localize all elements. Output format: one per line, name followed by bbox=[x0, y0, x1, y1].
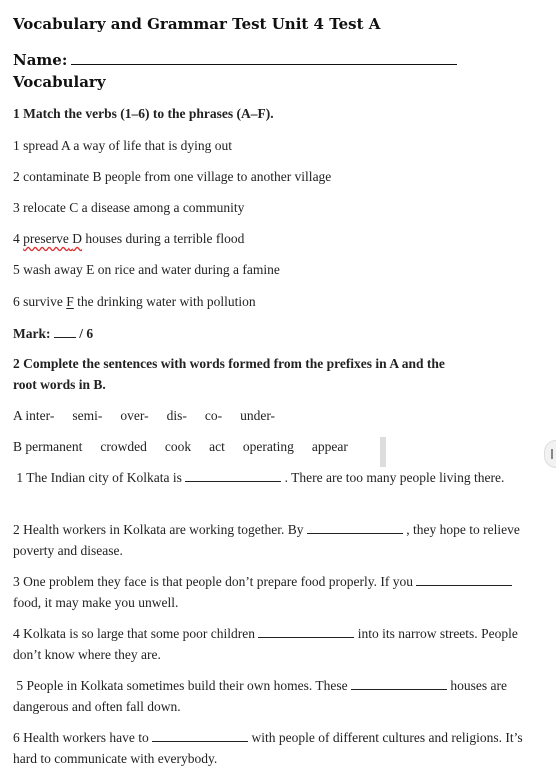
answer-blank[interactable] bbox=[307, 521, 403, 534]
root-word-list-b: B permanent crowded cook act operating appear bbox=[13, 439, 348, 454]
name-label: Name: bbox=[13, 51, 68, 69]
q1-item: 5 wash away E on rice and water during a famine bbox=[13, 262, 280, 277]
answer-blank[interactable] bbox=[185, 469, 281, 482]
prefix-list-a: A inter- semi- over- dis- co- under- bbox=[13, 408, 276, 423]
side-panel-handle[interactable] bbox=[544, 440, 556, 468]
q1-item: 4 preserve D houses during a terrible flood bbox=[13, 231, 245, 246]
answer-blank[interactable] bbox=[351, 677, 447, 690]
sentence-item: 1 The Indian city of Kolkata is . There are too many people living there. bbox=[16, 470, 505, 485]
q2-instruction-cont: root words in B. bbox=[13, 377, 106, 392]
name-input-line[interactable] bbox=[71, 50, 457, 65]
q1-item: 2 contaminate B people from one village to another village bbox=[13, 169, 332, 184]
sentence-item: 5 People in Kolkata sometimes build their own homes. These houses are dangerous and often fall down. bbox=[13, 678, 507, 714]
text-cursor-highlight bbox=[380, 437, 386, 467]
q1-item: 3 relocate C a disease among a community bbox=[13, 200, 245, 215]
q1-item: 1 spread A a way of life that is dying out bbox=[13, 138, 232, 153]
section-title: Vocabulary bbox=[13, 73, 106, 91]
document-title: Vocabulary and Grammar Test Unit 4 Test A bbox=[13, 15, 381, 33]
sentence-item: 4 Kolkata is so large that some poor children into its narrow streets. People don’t know where they are. bbox=[13, 626, 518, 662]
sentence-item: 3 One problem they face is that people don’t prepare food properly. If you food, it may make you unwell. bbox=[13, 571, 528, 613]
answer-blank[interactable] bbox=[416, 573, 512, 586]
sentence-item: 2 Health workers in Kolkata are working together. By , they hope to relieve poverty and disease. bbox=[13, 522, 520, 558]
sentence-item: 6 Health workers have to with people of different cultures and religions. It’s hard to communicate with everybody. bbox=[13, 730, 523, 766]
spellcheck-underlined-verb: preserve D bbox=[23, 231, 82, 246]
q2-instruction: 2 Complete the sentences with words formed from the prefixes in A and the bbox=[13, 356, 445, 371]
q1-mark: Mark: / 6 bbox=[13, 326, 94, 341]
mark-blank[interactable] bbox=[54, 325, 76, 338]
q1-item: 6 survive F the drinking water with pollution bbox=[13, 294, 256, 309]
answer-blank[interactable] bbox=[152, 729, 248, 742]
q1-instruction: 1 Match the verbs (1–6) to the phrases (A–F). bbox=[13, 106, 274, 121]
answer-blank[interactable] bbox=[258, 625, 354, 638]
name-row bbox=[13, 50, 457, 69]
